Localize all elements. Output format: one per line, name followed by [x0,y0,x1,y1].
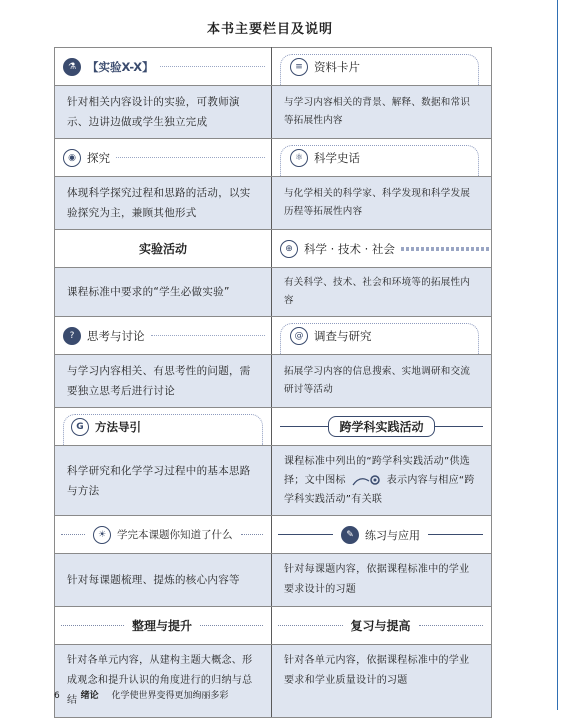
wave-divider [401,247,491,251]
lightbulb-icon: ☀ [93,526,111,544]
desc-survey: 拓展学习内容的信息搜索、实地调研和交流研讨等活动 [272,355,492,408]
cell-review-header [272,607,492,645]
divider [61,534,85,535]
cell-sts-header [272,230,492,268]
desc-exercise: 针对每课题内容，依据课程标准中的学业要求设计的习题 [272,554,492,607]
divider [419,625,484,626]
divider [160,66,265,67]
cell-interdisciplinary-header [272,408,492,446]
desc-experiment: 针对相关内容设计的实验，可教师演示、边讲边做或学生独立完成 [55,86,272,139]
label-experiment: 【实验X-X】 [87,59,154,74]
label-sts: 科学 · 技术 · 社会 [304,241,395,256]
divider [200,625,263,626]
desc-history: 与化学相关的科学家、科学发现和科学发展历程等拓展性内容 [272,177,492,230]
cell-organize-header [55,607,272,645]
page-number: 6 [54,691,60,701]
label-review: 复习与提高 [350,619,411,633]
label-lab-activity: 实验活动 [138,242,187,256]
compass-icon: G [71,418,89,436]
chapter-label: 绪论 [80,691,99,701]
cell-discussion-header [55,317,272,355]
label-survey: 调查与研究 [314,328,372,343]
cell-method-header [55,408,272,446]
cell-exercise-header [272,516,492,554]
label-discussion: 思考与讨论 [87,328,145,343]
desc-lab-activity: 课程标准中要求的“学生必做实验” [55,268,272,317]
desc-organize: 针对各单元内容，从建构主题大概念、形成观念和提升认识的角度进行的归纳与总结 [55,645,272,718]
label-method: 方法导引 [95,419,141,434]
divider [151,335,266,336]
cell-survey-header [272,317,492,355]
divider [241,534,264,535]
desc-inquiry: 体现科学探究过程和思路的活动，以实验探究为主，兼顾其他形式 [55,177,272,230]
question-icon: ? [63,327,81,345]
label-inquiry: 探究 [87,150,110,165]
desc-interdisciplinary-b: 表示内容与相应“跨学科实践活动”有关联 [284,475,475,505]
page-title: 本书主要栏目及说明 [206,22,333,37]
desc-interdisciplinary-a: 课程标准中列出的“跨学科实践活动”供选择；文中图标 [284,456,471,486]
desc-summary: 针对每课题梳理、提炼的核心内容等 [55,554,272,607]
label-datacard: 资料卡片 [314,59,360,74]
page-footer [54,688,229,701]
pencil-icon: ✎ [341,526,359,544]
desc-datacard: 与学习内容相关的背景、解释、数据和常识等拓展性内容 [272,86,492,139]
at-icon: @ [290,327,308,345]
desc-discussion: 与学习内容相关、有思考性的问题，需要独立思考后进行讨论 [55,355,272,408]
page-edge-rule [557,0,558,710]
label-summary: 学完本课题你知道了什么 [117,529,233,541]
desc-interdisciplinary [272,446,492,516]
cell-lab-activity-header [55,230,272,268]
desc-method: 科学研究和化学学习过程中的基本思路与方法 [55,446,272,516]
label-interdisciplinary: 跨学科实践活动 [328,416,434,437]
cell-experiment-header [55,48,272,86]
chapter-subtitle: 化学使世界变得更加绚丽多彩 [111,691,229,701]
interdisciplinary-mark-icon [351,475,381,486]
divider [278,534,333,535]
divider [278,625,343,626]
desc-review: 针对各单元内容，依据课程标准中的学业要求和学业质量设计的习题 [272,645,492,718]
label-exercise: 练习与应用 [365,528,420,542]
cell-inquiry-header [55,139,272,177]
target-icon: ◉ [63,149,81,167]
cell-history-header [272,139,492,177]
atom-icon: ⚛ [290,149,308,167]
label-history: 科学史话 [314,150,360,165]
divider [428,534,483,535]
globe-icon: ⊕ [280,240,298,258]
label-organize: 整理与提升 [132,619,193,633]
divider [116,157,265,158]
column-table [54,47,492,718]
divider [61,625,124,626]
card-icon: ≡ [290,58,308,76]
cell-datacard-header [272,48,492,86]
cell-summary-header [55,516,272,554]
desc-sts: 有关科学、技术、社会和环境等的拓展性内容 [272,268,492,317]
flask-icon: ⚗ [63,58,81,76]
